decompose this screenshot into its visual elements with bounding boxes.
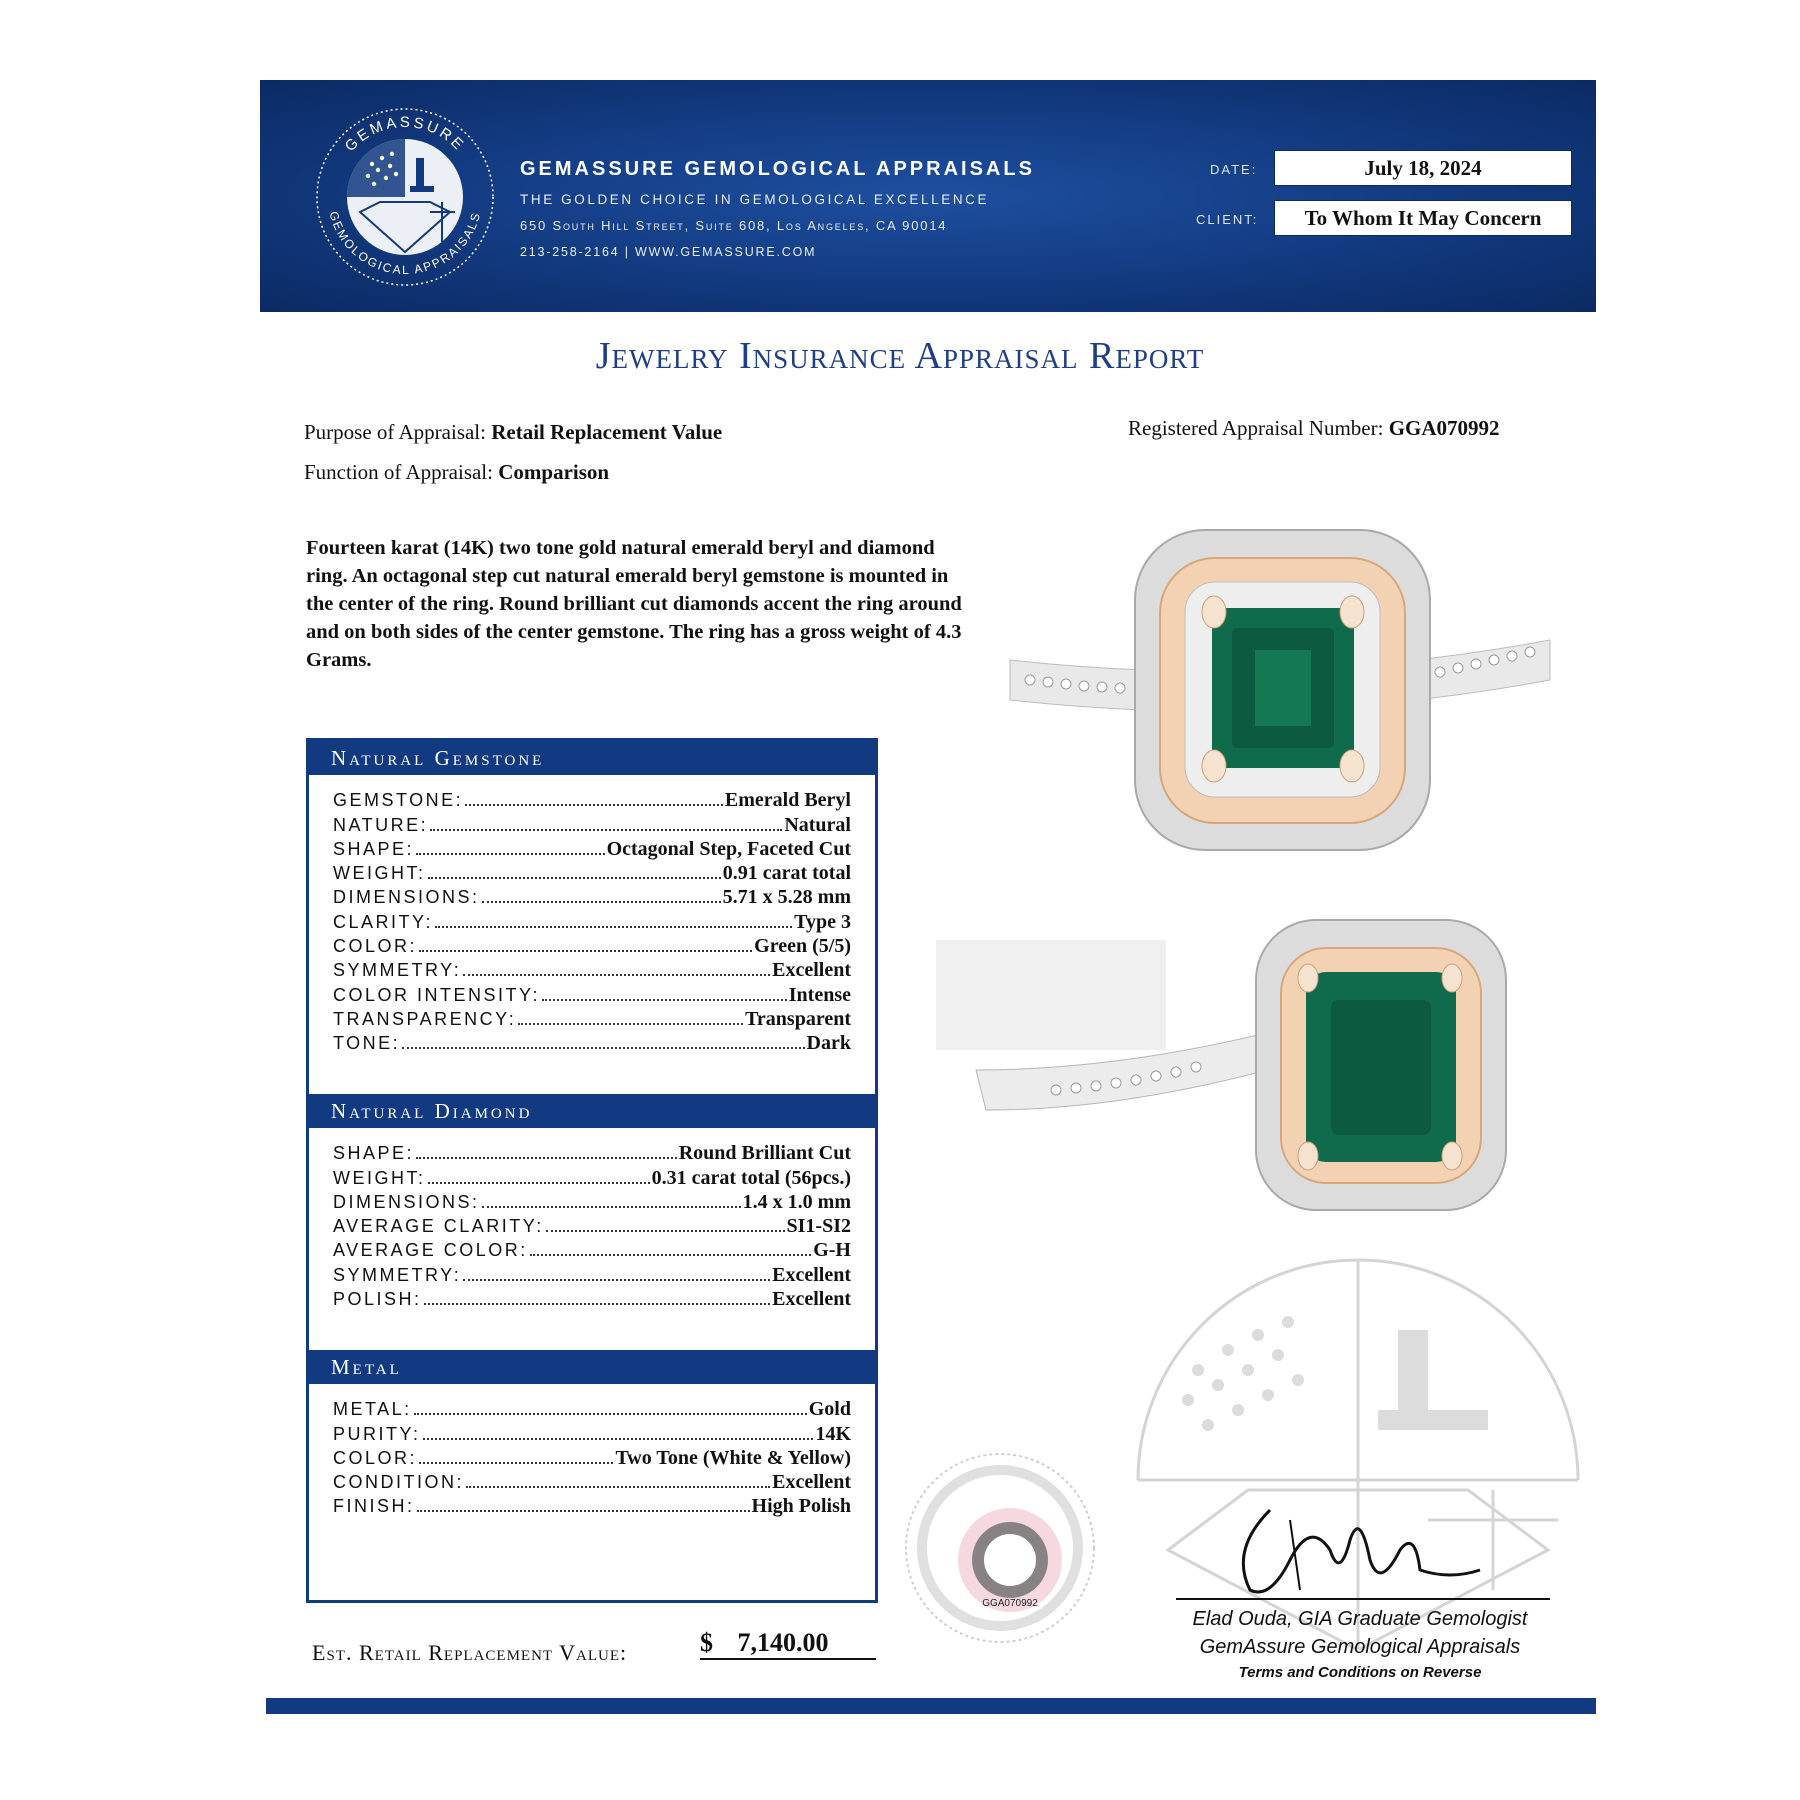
- diamond-rows: [309, 1128, 875, 1310]
- metal-field-value: Two Tone (White & Yellow): [615, 1446, 851, 1469]
- gemstone-field-value: Type 3: [794, 910, 851, 933]
- diamond-panel-title: Natural Diamond: [309, 1094, 875, 1128]
- client-field: To Whom It May Concern: [1274, 200, 1572, 236]
- diamond-row: [333, 1140, 851, 1164]
- est-retail-value-label: Est. Retail Replacement Value:: [312, 1640, 628, 1665]
- terms-note: Terms and Conditions on Reverse: [1238, 1664, 1482, 1681]
- gemstone-row: [333, 836, 851, 860]
- company-address: 650 South Hill Street, Suite 608, Los Angeles, CA 90014: [520, 218, 948, 233]
- metal-field-value: Gold: [808, 1398, 851, 1421]
- dot-leader: [419, 1462, 613, 1464]
- gemstone-row: [333, 811, 851, 835]
- diamond-field-value: 1.4 x 1.0 mm: [742, 1190, 851, 1213]
- ring-photo-angle: [936, 900, 1556, 1230]
- dot-leader: [435, 926, 792, 928]
- diamond-row: [333, 1189, 851, 1213]
- gemstone-field-value: Transparent: [745, 1007, 851, 1030]
- natural-diamond-panel: [306, 1094, 878, 1353]
- metal-field-label: FINISH:: [333, 1496, 415, 1517]
- metal-rows: [309, 1384, 875, 1517]
- company-name: GEMASSURE GEMOLOGICAL APPRAISALS: [520, 158, 1035, 180]
- gemstone-field-value: Dark: [806, 1032, 851, 1055]
- metal-field-value: 14K: [815, 1422, 851, 1445]
- dot-leader: [546, 1230, 785, 1232]
- function-label: Function of Appraisal:: [304, 460, 493, 484]
- metal-field-label: COLOR:: [333, 1447, 418, 1468]
- purpose-value: Retail Replacement Value: [491, 420, 723, 444]
- gemstone-field-label: CLARITY:: [333, 911, 434, 932]
- diamond-field-value: G-H: [813, 1239, 851, 1262]
- gemstone-row: [333, 1030, 851, 1054]
- diamond-field-label: AVERAGE CLARITY:: [333, 1216, 544, 1237]
- signature-icon: [1230, 1490, 1490, 1610]
- diamond-field-value: 0.31 carat total (56pcs.): [651, 1166, 851, 1189]
- diamond-row: [333, 1261, 851, 1285]
- purpose-of-appraisal: [304, 420, 722, 445]
- gemstone-row: [333, 884, 851, 908]
- dot-leader: [463, 1279, 770, 1281]
- dot-leader: [542, 999, 787, 1001]
- dot-leader: [423, 1438, 814, 1440]
- metal-panel-title: Metal: [309, 1350, 875, 1384]
- gemstone-row: [333, 981, 851, 1005]
- gemstone-panel-title: Natural Gemstone: [309, 741, 875, 775]
- diamond-field-label: DIMENSIONS:: [333, 1191, 480, 1212]
- metal-panel: [306, 1350, 878, 1603]
- dot-leader: [428, 877, 721, 879]
- gemstone-field-label: SYMMETRY:: [333, 960, 462, 981]
- dot-leader: [530, 1254, 812, 1256]
- dot-leader: [416, 853, 605, 855]
- dot-leader: [424, 1303, 771, 1305]
- gemstone-row: [333, 787, 851, 811]
- report-title: Jewelry Insurance Appraisal Report: [595, 335, 1205, 377]
- gemstone-field-label: TONE:: [333, 1033, 401, 1054]
- company-contact: 213-258-2164 | WWW.GEMASSURE.COM: [520, 245, 817, 259]
- registered-value: GGA070992: [1388, 416, 1500, 440]
- gemassure-logo-icon: [310, 102, 500, 292]
- gemstone-field-value: Intense: [788, 983, 851, 1006]
- ring-photo-top: [1000, 520, 1560, 870]
- gemstone-row: [333, 933, 851, 957]
- metal-row: [333, 1469, 851, 1493]
- logo-bottom-text: GEMOLOGICAL APPRAISALS: [326, 209, 484, 278]
- date-label: DATE:: [1210, 162, 1258, 177]
- company-tagline: THE GOLDEN CHOICE IN GEMOLOGICAL EXCELLENCE: [520, 192, 990, 207]
- dot-leader: [482, 901, 721, 903]
- gemstone-field-label: GEMSTONE:: [333, 790, 464, 811]
- gemstone-row: [333, 1006, 851, 1030]
- gemstone-field-value: Natural: [784, 813, 851, 836]
- diamond-field-value: Excellent: [772, 1263, 851, 1286]
- diamond-field-label: POLISH:: [333, 1289, 422, 1310]
- footer-bar: [266, 1698, 1596, 1714]
- registered-label: Registered Appraisal Number:: [1128, 416, 1384, 440]
- gemologist-name: Elad Ouda, GIA Graduate Gemologist: [1192, 1608, 1528, 1630]
- gemstone-field-value: Excellent: [772, 959, 851, 982]
- gemstone-field-label: SHAPE:: [333, 838, 415, 859]
- gemstone-field-value: 5.71 x 5.28 mm: [722, 886, 851, 909]
- gemstone-field-label: WEIGHT:: [333, 863, 426, 884]
- gemologist-org: GemAssure Gemological Appraisals: [1199, 1636, 1521, 1658]
- metal-row: [333, 1420, 851, 1444]
- dot-leader: [518, 1023, 743, 1025]
- diamond-field-label: SHAPE:: [333, 1143, 415, 1164]
- est-retail-value: [700, 1628, 876, 1660]
- diamond-row: [333, 1164, 851, 1188]
- header-banner: [260, 80, 1596, 312]
- diamond-row: [333, 1237, 851, 1261]
- signature-line: [1176, 1598, 1550, 1600]
- certified-seal-icon: [900, 1448, 1100, 1648]
- diamond-field-label: WEIGHT:: [333, 1167, 426, 1188]
- dot-leader: [465, 804, 723, 806]
- gemstone-field-label: NATURE:: [333, 814, 429, 835]
- diamond-field-value: SI1-SI2: [786, 1215, 851, 1238]
- dot-leader: [416, 1157, 677, 1159]
- dot-leader: [466, 1486, 770, 1488]
- gemstone-field-label: TRANSPARENCY:: [333, 1008, 517, 1029]
- diamond-field-label: AVERAGE COLOR:: [333, 1240, 528, 1261]
- gemstone-field-label: COLOR INTENSITY:: [333, 984, 541, 1005]
- metal-field-label: METAL:: [333, 1399, 412, 1420]
- gemstone-row: [333, 957, 851, 981]
- diamond-field-value: Round Brilliant Cut: [678, 1142, 851, 1165]
- metal-field-value: Excellent: [772, 1471, 851, 1494]
- metal-row: [333, 1396, 851, 1420]
- dot-leader: [402, 1047, 804, 1049]
- gemstone-field-value: Octagonal Step, Faceted Cut: [606, 837, 851, 860]
- gemstone-field-label: DIMENSIONS:: [333, 887, 480, 908]
- diamond-row: [333, 1213, 851, 1237]
- gemstone-field-label: COLOR:: [333, 936, 418, 957]
- currency-symbol: $: [700, 1628, 713, 1657]
- gemstone-field-value: 0.91 carat total: [722, 862, 851, 885]
- metal-row: [333, 1445, 851, 1469]
- dot-leader: [417, 1510, 750, 1512]
- gemstone-field-value: Emerald Beryl: [724, 789, 851, 812]
- date-field: July 18, 2024: [1274, 150, 1572, 186]
- dot-leader: [430, 829, 782, 831]
- metal-field-label: PURITY:: [333, 1423, 421, 1444]
- purpose-label: Purpose of Appraisal:: [304, 420, 486, 444]
- diamond-field-value: Excellent: [772, 1288, 851, 1311]
- dot-leader: [419, 950, 752, 952]
- seal-number: GGA070992: [982, 1598, 1038, 1609]
- function-of-appraisal: [304, 460, 609, 485]
- gemstone-row: [333, 860, 851, 884]
- metal-field-value: High Polish: [751, 1495, 851, 1518]
- gemstone-row: [333, 908, 851, 932]
- diamond-row: [333, 1286, 851, 1310]
- metal-row: [333, 1493, 851, 1517]
- metal-field-label: CONDITION:: [333, 1472, 464, 1493]
- logo-top-text: GEMASSURE: [341, 113, 469, 155]
- gemstone-rows: [309, 775, 875, 1054]
- function-value: Comparison: [498, 460, 610, 484]
- dot-leader: [428, 1182, 650, 1184]
- natural-gemstone-panel: [306, 738, 878, 1100]
- registered-appraisal-number: [1128, 416, 1500, 441]
- value-amount: 7,140.00: [737, 1628, 829, 1657]
- diamond-field-label: SYMMETRY:: [333, 1264, 462, 1285]
- client-label: CLIENT:: [1196, 212, 1259, 227]
- gemstone-field-value: Green (5/5): [754, 935, 851, 958]
- dot-leader: [482, 1206, 741, 1208]
- dot-leader: [414, 1413, 807, 1415]
- item-description: Fourteen karat (14K) two tone gold natural emerald beryl and diamond ring. An octagonal step cut natural emerald beryl gemstone is mounted in the center of the ring. Round brilliant cut diamonds accent the ring around and on both sides of the center gemstone. The ring has a gross weight of 4.3 Grams.: [306, 537, 962, 671]
- dot-leader: [463, 974, 770, 976]
